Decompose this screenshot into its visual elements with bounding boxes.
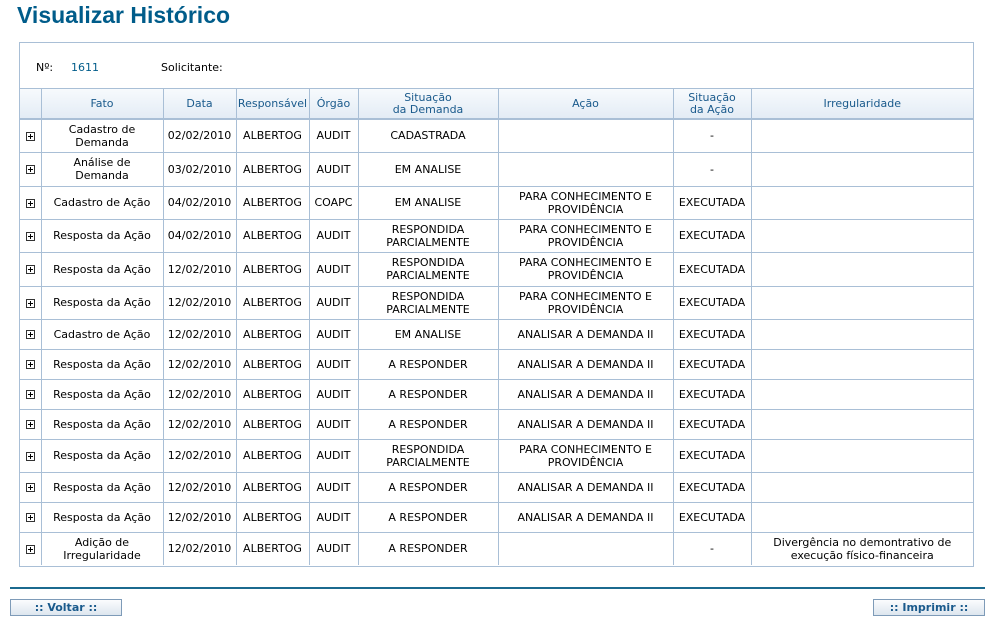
cell-data: 02/02/2010 (163, 119, 236, 152)
cell-data: 12/02/2010 (163, 532, 236, 565)
cell-acao: PARA CONHECIMENTO E PROVIDÊNCIA (498, 286, 673, 319)
expand-cell (20, 439, 41, 472)
cell-irregularidade: Divergência no demontrativo de execução físico-financeira (773, 535, 952, 562)
cell-fato: Adição de Irregularidade (41, 532, 163, 565)
demand-info-row (20, 43, 973, 89)
table-row (20, 252, 973, 286)
cell-responsavel: ALBERTOG (236, 219, 309, 252)
numero-value: 1611 (71, 61, 99, 74)
cell-responsavel: ALBERTOG (236, 349, 309, 379)
cell-situacao-acao: EXECUTADA (673, 502, 751, 532)
cell-data: 12/02/2010 (163, 252, 236, 286)
expand-icon[interactable] (26, 513, 35, 522)
cell-orgao: AUDIT (309, 152, 358, 186)
cell-orgao: AUDIT (309, 439, 358, 472)
cell-responsavel: ALBERTOG (236, 252, 309, 286)
cell-irregularidade (751, 286, 973, 319)
cell-irregularidade (751, 439, 973, 472)
cell-data: 12/02/2010 (163, 319, 236, 349)
table-row (20, 286, 973, 319)
cell-irregularidade (751, 152, 973, 186)
header-situacao-acao: Situação da Ação (673, 89, 751, 119)
cell-irregularidade (751, 119, 973, 152)
table-row (20, 349, 973, 379)
history-panel (19, 42, 974, 567)
cell-situacao: A RESPONDER (358, 409, 498, 439)
cell-situacao: RESPONDIDA PARCIALMENTE (358, 252, 498, 286)
cell-orgao: AUDIT (309, 119, 358, 152)
cell-fato: Análise de Demanda (41, 152, 163, 186)
cell-irregularidade (751, 349, 973, 379)
cell-data: 12/02/2010 (163, 379, 236, 409)
expand-icon[interactable] (26, 360, 35, 369)
table-row (20, 439, 973, 472)
cell-responsavel: ALBERTOG (236, 119, 309, 152)
cell-situacao: A RESPONDER (358, 502, 498, 532)
cell-situacao: A RESPONDER (358, 532, 498, 565)
cell-situacao-acao: EXECUTADA (673, 219, 751, 252)
imprimir-button[interactable]: :: Imprimir :: (873, 599, 985, 616)
cell-acao: ANALISAR A DEMANDA II (498, 349, 673, 379)
cell-orgao: AUDIT (309, 409, 358, 439)
table-row (20, 186, 973, 219)
cell-responsavel: ALBERTOG (236, 319, 309, 349)
cell-fato: Cadastro de Ação (41, 186, 163, 219)
cell-acao: ANALISAR A DEMANDA II (498, 409, 673, 439)
cell-responsavel: ALBERTOG (236, 152, 309, 186)
cell-situacao: EM ANALISE (358, 152, 498, 186)
expand-cell (20, 349, 41, 379)
cell-situacao: RESPONDIDA PARCIALMENTE (358, 219, 498, 252)
cell-fato: Resposta da Ação (41, 219, 163, 252)
table-row (20, 319, 973, 349)
cell-situacao-acao: EXECUTADA (673, 252, 751, 286)
expand-cell (20, 152, 41, 186)
cell-irregularidade (751, 219, 973, 252)
header-situacao-demanda: Situação da Demanda (358, 89, 498, 119)
cell-situacao: EM ANALISE (358, 186, 498, 219)
cell-acao: PARA CONHECIMENTO E PROVIDÊNCIA (498, 219, 673, 252)
table-row (20, 152, 973, 186)
cell-data: 12/02/2010 (163, 409, 236, 439)
cell-acao (498, 152, 673, 186)
header-data: Data (163, 89, 236, 119)
cell-responsavel: ALBERTOG (236, 502, 309, 532)
cell-situacao-acao: - (673, 152, 751, 186)
expand-icon[interactable] (26, 545, 35, 554)
cell-irregularidade (751, 319, 973, 349)
cell-orgao: AUDIT (309, 252, 358, 286)
cell-data: 12/02/2010 (163, 472, 236, 502)
expand-icon[interactable] (26, 299, 35, 308)
cell-fato: Cadastro de Ação (41, 319, 163, 349)
header-expand (20, 89, 41, 119)
cell-acao: PARA CONHECIMENTO E PROVIDÊNCIA (498, 252, 673, 286)
cell-situacao-acao: - (673, 532, 751, 565)
cell-acao: ANALISAR A DEMANDA II (498, 379, 673, 409)
cell-situacao: RESPONDIDA PARCIALMENTE (358, 439, 498, 472)
cell-responsavel: ALBERTOG (236, 379, 309, 409)
table-row (20, 472, 973, 502)
expand-icon[interactable] (26, 483, 35, 492)
cell-situacao-acao: EXECUTADA (673, 472, 751, 502)
cell-irregularidade (751, 186, 973, 219)
cell-fato: Resposta da Ação (41, 502, 163, 532)
cell-situacao-acao: EXECUTADA (673, 319, 751, 349)
cell-fato: Resposta da Ação (41, 379, 163, 409)
cell-orgao: AUDIT (309, 502, 358, 532)
cell-acao (498, 532, 673, 565)
cell-situacao: A RESPONDER (358, 349, 498, 379)
cell-data: 04/02/2010 (163, 186, 236, 219)
cell-orgao: AUDIT (309, 379, 358, 409)
cell-acao (498, 119, 673, 152)
cell-responsavel: ALBERTOG (236, 186, 309, 219)
cell-situacao-acao: - (673, 119, 751, 152)
divider-line (10, 587, 985, 589)
cell-situacao-acao: EXECUTADA (673, 186, 751, 219)
cell-orgao: AUDIT (309, 319, 358, 349)
expand-cell (20, 119, 41, 152)
table-row (20, 409, 973, 439)
numero-label: Nº: (36, 61, 54, 74)
expand-cell (20, 502, 41, 532)
expand-icon[interactable] (26, 199, 35, 208)
cell-orgao: COAPC (309, 186, 358, 219)
expand-icon[interactable] (26, 265, 35, 274)
cell-responsavel: ALBERTOG (236, 409, 309, 439)
cell-irregularidade (751, 409, 973, 439)
table-row (20, 219, 973, 252)
cell-data: 12/02/2010 (163, 349, 236, 379)
header-fato: Fato (41, 89, 163, 119)
expand-icon[interactable] (26, 165, 35, 174)
expand-icon[interactable] (26, 330, 35, 339)
cell-fato: Resposta da Ação (41, 286, 163, 319)
cell-orgao: AUDIT (309, 472, 358, 502)
cell-responsavel: ALBERTOG (236, 472, 309, 502)
cell-data: 12/02/2010 (163, 439, 236, 472)
cell-acao: ANALISAR A DEMANDA II (498, 319, 673, 349)
page-title: Visualizar Histórico (17, 2, 231, 28)
cell-situacao-acao: EXECUTADA (673, 439, 751, 472)
cell-responsavel: ALBERTOG (236, 532, 309, 565)
cell-acao: PARA CONHECIMENTO E PROVIDÊNCIA (498, 439, 673, 472)
cell-situacao: CADASTRADA (358, 119, 498, 152)
expand-icon[interactable] (26, 390, 35, 399)
expand-icon[interactable] (26, 420, 35, 429)
header-orgao: Órgão (309, 89, 358, 119)
cell-orgao: AUDIT (309, 532, 358, 565)
cell-situacao: RESPONDIDA PARCIALMENTE (358, 286, 498, 319)
table-row (20, 379, 973, 409)
cell-acao: ANALISAR A DEMANDA II (498, 472, 673, 502)
cell-acao: ANALISAR A DEMANDA II (498, 502, 673, 532)
cell-data: 04/02/2010 (163, 219, 236, 252)
cell-fato: Resposta da Ação (41, 472, 163, 502)
solicitante-label: Solicitante: (161, 61, 223, 74)
cell-fato: Resposta da Ação (41, 252, 163, 286)
voltar-button[interactable]: :: Voltar :: (10, 599, 122, 616)
cell-acao: PARA CONHECIMENTO E PROVIDÊNCIA (498, 186, 673, 219)
cell-orgao: AUDIT (309, 349, 358, 379)
header-responsavel: Responsável (236, 89, 309, 119)
expand-cell (20, 286, 41, 319)
cell-situacao-acao: EXECUTADA (673, 409, 751, 439)
cell-irregularidade (751, 472, 973, 502)
cell-situacao: A RESPONDER (358, 472, 498, 502)
cell-fato: Resposta da Ação (41, 439, 163, 472)
header-irregularidade: Irregularidade (751, 89, 973, 119)
expand-cell (20, 252, 41, 286)
cell-situacao-acao: EXECUTADA (673, 379, 751, 409)
cell-responsavel: ALBERTOG (236, 286, 309, 319)
cell-situacao: EM ANALISE (358, 319, 498, 349)
expand-icon[interactable] (26, 452, 35, 461)
cell-fato: Resposta da Ação (41, 409, 163, 439)
cell-orgao: AUDIT (309, 286, 358, 319)
expand-cell (20, 379, 41, 409)
header-acao: Ação (498, 89, 673, 119)
cell-situacao: A RESPONDER (358, 379, 498, 409)
cell-data: 03/02/2010 (163, 152, 236, 186)
expand-icon[interactable] (26, 232, 35, 241)
expand-cell (20, 219, 41, 252)
cell-irregularidade (751, 379, 973, 409)
table-row (20, 532, 973, 565)
table-header-row (20, 89, 973, 119)
cell-data: 12/02/2010 (163, 286, 236, 319)
cell-irregularidade (751, 502, 973, 532)
cell-fato: Resposta da Ação (41, 349, 163, 379)
cell-irregularidade (751, 252, 973, 286)
expand-cell (20, 319, 41, 349)
expand-cell (20, 186, 41, 219)
history-table (20, 89, 973, 565)
expand-cell (20, 409, 41, 439)
cell-responsavel: ALBERTOG (236, 439, 309, 472)
cell-data: 12/02/2010 (163, 502, 236, 532)
cell-fato: Cadastro de Demanda (41, 119, 163, 152)
expand-cell (20, 532, 41, 565)
cell-situacao-acao: EXECUTADA (673, 286, 751, 319)
expand-icon[interactable] (26, 132, 35, 141)
expand-cell (20, 472, 41, 502)
cell-situacao-acao: EXECUTADA (673, 349, 751, 379)
table-row (20, 502, 973, 532)
table-row (20, 119, 973, 152)
cell-orgao: AUDIT (309, 219, 358, 252)
